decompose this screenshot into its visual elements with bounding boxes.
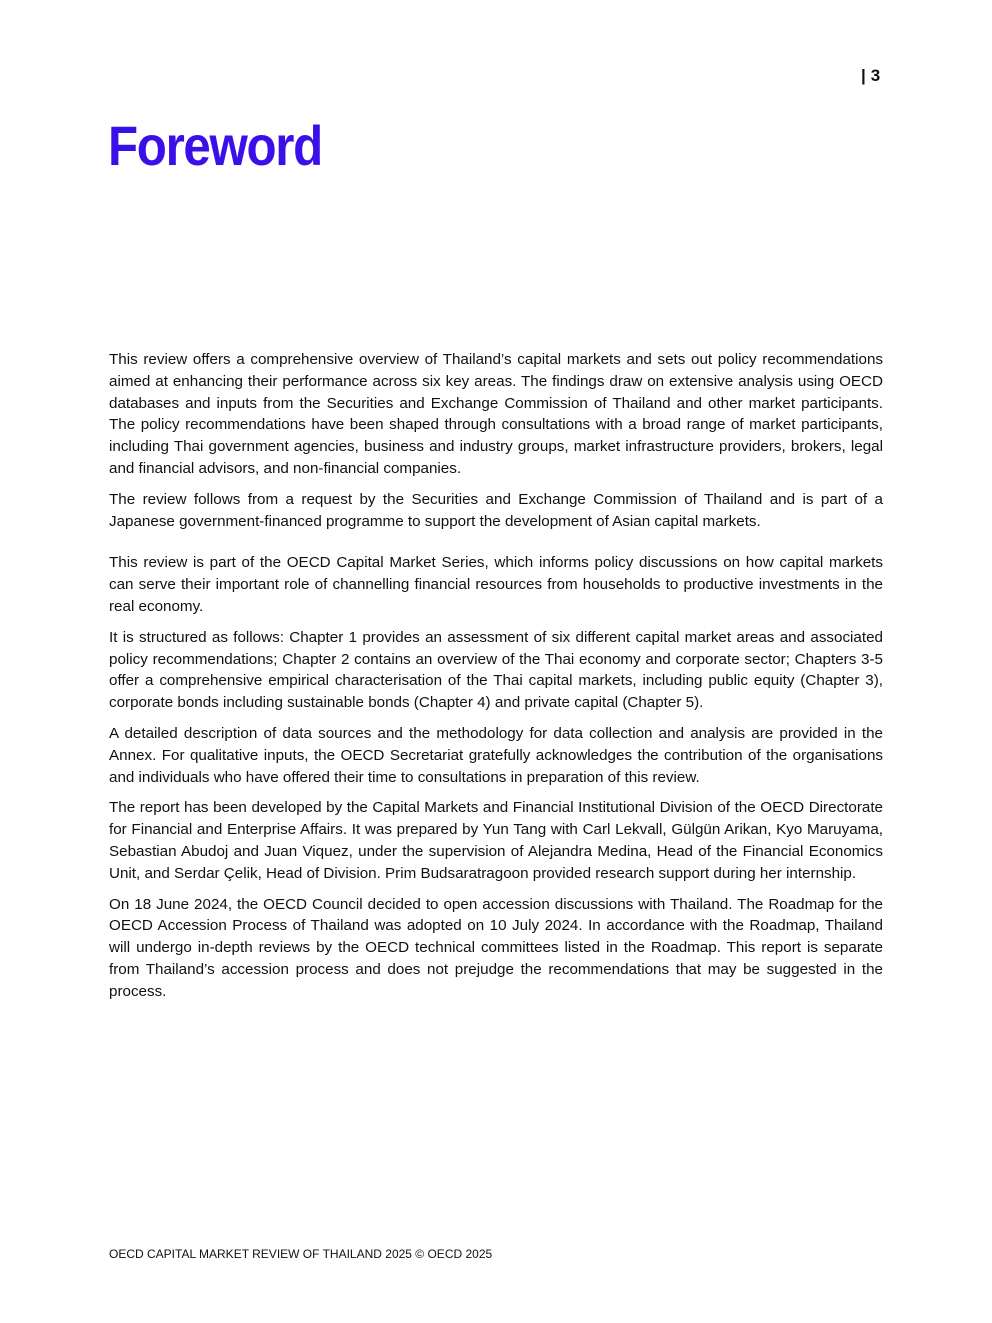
paragraph-request: The review follows from a request by the Securities and Exchange Commission of Thailand and is part of a Japanese government-financed programme to support the development of Asian capital markets. — [109, 490, 883, 530]
paragraph-authors: The report has been developed by the Capital Markets and Financial Institutional Division of the OECD Directorate for Financial and Enterprise Affairs. It was prepared by Yun Tang with Carl Lekvall, Gülgün Arikan, Kyo Maruyama, Sebastian Abudoj and Juan Viquez, under the supervision of Alejandra Medina, Head of the Financial Economics Unit, and Serdar Çelik, Head of Division. Prim Budsaratragoon provided research support during her internship. — [109, 799, 883, 882]
page-footer: OECD CAPITAL MARKET REVIEW OF THAILAND 2025 © OECD 2025 — [109, 1247, 493, 1261]
paragraph-overview: This review offers a comprehensive overview of Thailand’s capital markets and sets out policy recommendations aimed at enhancing their performance across six key areas. The findings draw on extensive analysis using OECD databases and inputs from the Securities and Exchange Commission of Thailand and other market participants. The policy recommendations have been shaped through consultations with a broad range of market participants, including Thai government agencies, business and industry groups, market infrastructure providers, brokers, legal and financial advisors, and non-financial companies. — [109, 351, 883, 477]
page-number-value: 3 — [870, 66, 881, 85]
page-number — [861, 66, 880, 86]
paragraph-series: This review is part of the OECD Capital Market Series, which informs policy discussions on how capital markets can serve their important role of channelling financial resources from households to productive investments in the real economy. — [109, 554, 883, 615]
paragraph-accession: On 18 June 2024, the OECD Council decided to open accession discussions with Thailand. The Roadmap for the OECD Accession Process of Thailand was adopted on 10 July 2024. In accordance with the Roadmap, Thailand will undergo in-depth reviews by the OECD technical committees listed in the Roadmap. This report is separate from Thailand’s accession process and does not prejudge the recommendations that may be suggested in the process. — [109, 895, 883, 1000]
paragraph-structure: It is structured as follows: Chapter 1 provides an assessment of six different capital market areas and associated policy recommendations; Chapter 2 contains an overview of the Thai economy and corporate sector; Chapters 3-5 offer a comprehensive empirical characterisation of the Thai capital markets, including public equity (Chapter 3), corporate bonds including sustainable bonds (Chapter 4) and private capital (Chapter 5). — [109, 628, 883, 712]
body-text — [109, 349, 883, 1012]
paragraph-methodology: A detailed description of data sources and the methodology for data collection and analysis are provided in the Annex. For qualitative inputs, the OECD Secretariat gratefully acknowledges the contribution of the organisations and individuals who have offered their time to consultations in preparation of this review. — [109, 724, 883, 786]
page-number-separator: | — [861, 66, 866, 85]
page-title: Foreword — [108, 114, 322, 177]
